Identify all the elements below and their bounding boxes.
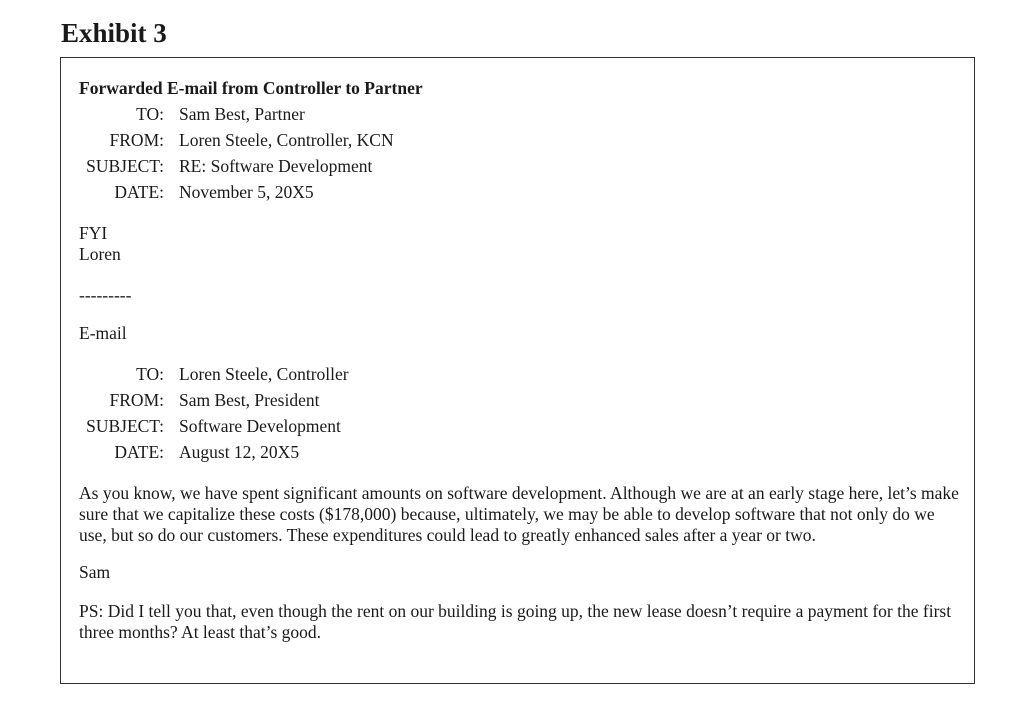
original-subject-label: SUBJECT:: [86, 416, 164, 436]
exhibit-title: Exhibit 3: [61, 18, 167, 48]
forwarded-heading: Forwarded E-mail from Controller to Partner: [79, 78, 423, 98]
original-date-value: August 12, 20X5: [179, 442, 300, 462]
forwarded-subject-label: SUBJECT:: [86, 156, 164, 176]
forwarded-date-row: [79, 179, 394, 205]
original-subject-value: Software Development: [179, 416, 341, 436]
forwarded-to-value: Sam Best, Partner: [179, 104, 305, 124]
original-from-label: FROM:: [109, 390, 164, 410]
fyi-text: FYI: [79, 223, 108, 243]
email-body-paragraph: As you know, we have spent significant amounts on software development. Although we are at an early stage here, let’s make sure that we capitalize these costs ($178,000) because, ultimately, we may be able to develop software that not only do we use, but so do our customers. These expenditures could lead to greatly enhanced sales after a year or two.: [79, 483, 959, 545]
original-date-label: DATE:: [114, 442, 164, 462]
original-signature: Sam: [79, 562, 111, 582]
separator-line: ---------: [79, 285, 132, 305]
email-content: [79, 75, 964, 643]
forwarded-signature: Loren: [79, 244, 121, 264]
forwarded-from-value: Loren Steele, Controller, KCN: [179, 130, 394, 150]
exhibit-box: [60, 57, 975, 684]
forwarded-header-table: [79, 101, 394, 205]
forwarded-to-label: TO:: [136, 104, 164, 124]
forwarded-date-value: November 5, 20X5: [179, 182, 314, 202]
original-subject-row: [79, 413, 349, 439]
forwarded-subject-row: [79, 153, 394, 179]
forwarded-from-row: [79, 127, 394, 153]
postscript-paragraph: PS: Did I tell you that, even though the rent on our building is going up, the new lease doesn’t require a payment for the first three months? At least that’s good.: [79, 601, 952, 642]
original-to-value: Loren Steele, Controller: [179, 364, 349, 384]
original-to-label: TO:: [136, 364, 164, 384]
original-from-value: Sam Best, President: [179, 390, 320, 410]
original-to-row: [79, 361, 349, 387]
forwarded-to-row: [79, 101, 394, 127]
forwarded-subject-value: RE: Software Development: [179, 156, 373, 176]
original-email-label: E-mail: [79, 323, 127, 343]
original-from-row: [79, 387, 349, 413]
original-header-table: [79, 361, 349, 465]
original-date-row: [79, 439, 349, 465]
fyi-block: [79, 223, 964, 265]
forwarded-from-label: FROM:: [109, 130, 164, 150]
forwarded-date-label: DATE:: [114, 182, 164, 202]
